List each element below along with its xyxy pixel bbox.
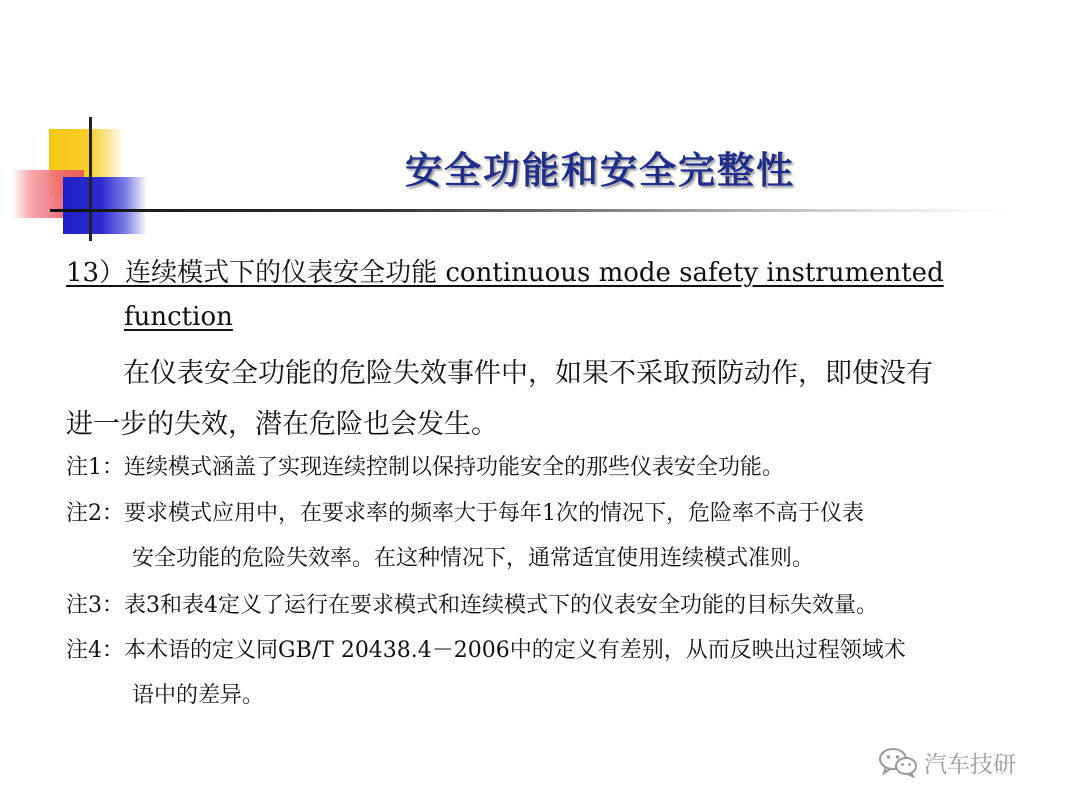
term-line-2: function	[124, 302, 233, 332]
note-4-line-2: 语中的差异。	[132, 683, 265, 708]
watermark	[878, 744, 1016, 780]
note-2-line-2: 安全功能的危险失效率。在这种情况下，通常适宜使用连续模式准则。	[132, 546, 815, 571]
watermark-text: 汽车技研	[924, 751, 1016, 778]
definition-line-2: 进一步的失效，潜在危险也会发生。	[66, 409, 498, 440]
note-2-line-1: 注2：要求模式应用中，在要求率的频率大于每年1次的情况下，危险率不高于仪表	[66, 501, 864, 526]
note-1: 注1：连续模式涵盖了实现连续控制以保持功能安全的那些仪表安全功能。	[66, 455, 784, 480]
note-3: 注3：表3和表4定义了运行在要求模式和连续模式下的仪表安全功能的目标失效量。	[66, 593, 878, 618]
note-4-line-1: 注4：本术语的定义同GB/T 20438.4－2006中的定义有差别，从而反映出过程领域术	[66, 638, 906, 663]
slide-title: 安全功能和安全完整性	[405, 149, 795, 192]
vertical-divider	[89, 117, 92, 241]
definition-line-1: 在仪表安全功能的危险失效事件中，如果不采取预防动作，即使没有	[123, 358, 933, 389]
title-divider	[50, 209, 1010, 212]
wechat-icon	[878, 746, 918, 778]
blue-decor-block	[63, 177, 147, 234]
term-line-1: 13）连续模式下的仪表安全功能 continuous mode safety instrumented	[66, 258, 944, 288]
